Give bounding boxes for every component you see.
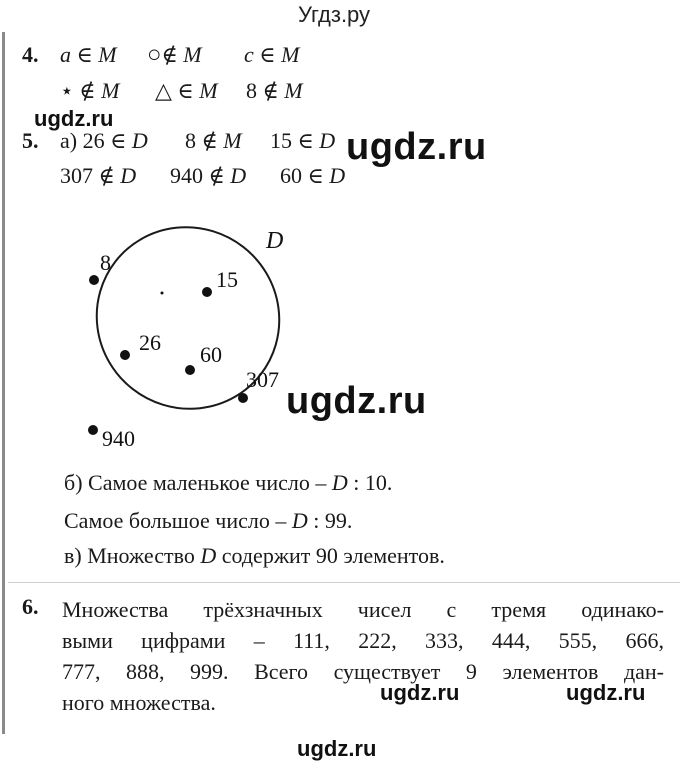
point-307 (238, 393, 248, 403)
task-4-row2-item1: ⋆ ∉ M (60, 78, 120, 103)
label-60: 60 (200, 342, 222, 367)
task-5-a-row1-item3: 15 ∈ D (270, 128, 336, 153)
watermark-small-top: ugdz.ru (34, 106, 114, 131)
task-4-row1-item2: ○∉ M (147, 42, 202, 68)
point-26 (120, 350, 130, 360)
task-5-a-row2-item3: 60 ∈ D (280, 163, 346, 188)
label-940: 940 (102, 426, 135, 451)
point-940 (88, 425, 98, 435)
task-4-row2-item3: 8 ∉ M (246, 78, 303, 103)
task-5-a-row1-item2: 8 ∉ M (185, 128, 242, 153)
task-4-number: 4. (22, 42, 39, 67)
task-5-number: 5. (22, 128, 39, 153)
task-4-row2-item2: △ ∈ M (155, 78, 218, 103)
label-307: 307 (246, 367, 279, 392)
task-5-b-line1: б) Самое маленькое число – D : 10. (64, 470, 393, 495)
task-5-v-line: в) Множество D содержит 90 элементов. (64, 543, 445, 568)
watermark-large-1: ugdz.ru (346, 126, 487, 168)
task-6-line-3: 777, 888, 999. Всего существует 9 элементов дан- (62, 659, 664, 684)
task-6-line-4: ного множества. (62, 690, 216, 715)
point-8 (89, 275, 99, 285)
point-15 (202, 287, 212, 297)
set-d-label: D (266, 228, 284, 254)
label-8: 8 (100, 250, 111, 275)
task-4-row1-item3: c ∈ M (244, 42, 300, 67)
stray-dot (161, 292, 164, 295)
watermark-footer: ugdz.ru (297, 736, 377, 761)
point-60 (185, 365, 195, 375)
task-4-row1-item1: a ∈ M (60, 42, 117, 67)
task-6-line-2: выми цифрами – 111, 222, 333, 444, 555, 666, (62, 628, 664, 653)
watermark-small-right: ugdz.ru (566, 680, 646, 705)
task-6-line-1: Множества трёхзначных чисел с тремя одинако- (62, 597, 664, 622)
task-5-a-row1: а) 26 ∈ D (60, 128, 148, 153)
task-5-a-row2-item1: 307 ∉ D (60, 163, 137, 188)
task-6-number: 6. (22, 594, 39, 619)
task-5-b-line2: Самое большое число – D : 99. (64, 508, 353, 533)
section-divider (8, 582, 680, 583)
watermark-small-mid: ugdz.ru (380, 680, 460, 705)
site-title: Угдз.ру (298, 2, 371, 27)
label-26: 26 (139, 330, 161, 355)
task-5-a-row2-item2: 940 ∉ D (170, 163, 247, 188)
watermark-large-2: ugdz.ru (286, 380, 427, 422)
label-15: 15 (216, 267, 238, 292)
